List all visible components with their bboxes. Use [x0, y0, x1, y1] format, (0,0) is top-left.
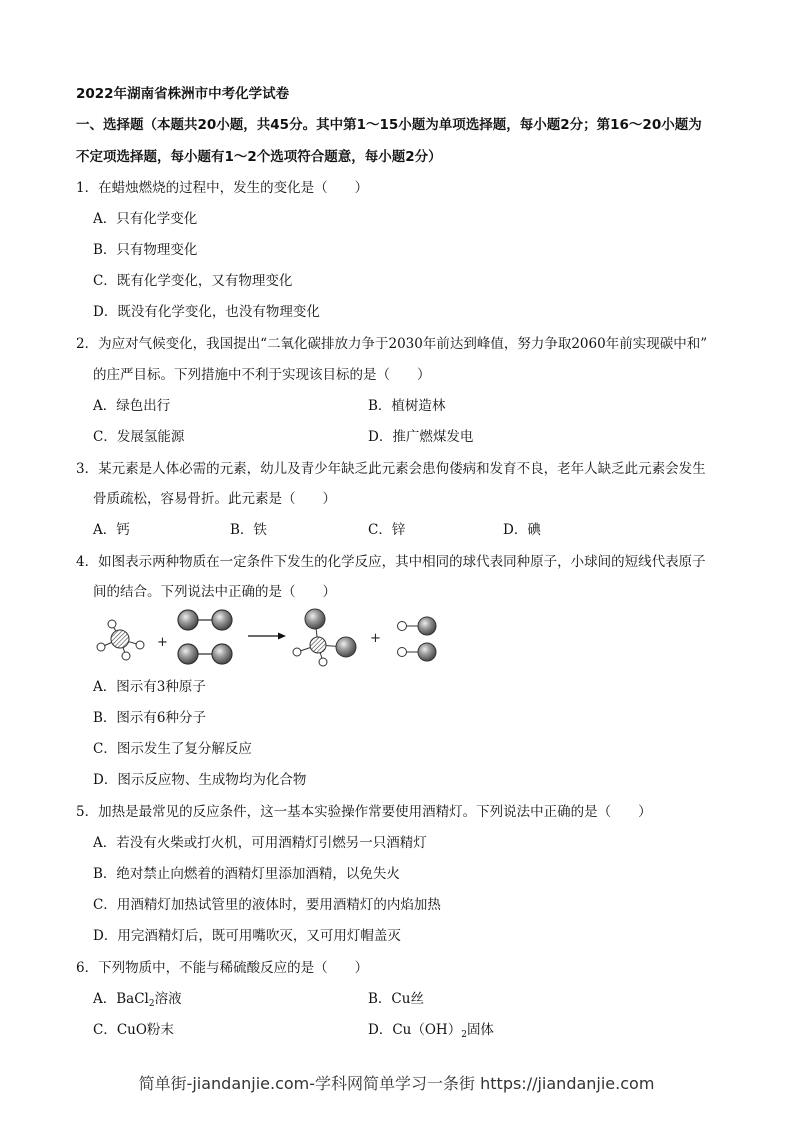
plus-sign-1: +	[157, 635, 168, 650]
q6-option-a	[93, 990, 182, 1008]
section-heading-line1: 一、选择题（本题共20小题，共45分。其中第1～15小题为单项选择题，每小题2分；第16～20小题为	[76, 117, 702, 133]
footer-watermark: 简单街-jiandanjie.com-学科网简单学习一条街 https://jiandanjie.com	[138, 1074, 655, 1093]
q3-stem-line2: 骨质疏松，容易骨折。此元素是（ ）	[93, 491, 336, 507]
q6-option-c: C．CuO粉末	[93, 1022, 174, 1038]
q6-option-a-subscript: 2	[148, 999, 155, 1009]
q4-option-a: A．图示有3种原子	[93, 679, 206, 695]
q1-stem: 1．在蜡烛燃烧的过程中，发生的变化是（ ）	[76, 180, 369, 196]
reactant-molecule-1	[97, 620, 144, 660]
product-molecule-2	[398, 617, 437, 661]
q5-stem: 5．加热是最常见的反应条件，这一基本实验操作常要使用酒精灯。下列说法中正确的是（ ）	[76, 804, 652, 820]
q4-stem-line1: 4．如图表示两种物质在一定条件下发生的化学反应，其中相同的球代表同种原子，小球间的短线代表原子	[76, 554, 706, 570]
q6-option-d-text: D．Cu（OH）	[368, 1022, 462, 1038]
q5-option-c: C．用酒精灯加热试管里的液体时，要用酒精灯的内焰加热	[93, 897, 441, 913]
q2-option-d: D．推广燃煤发电	[368, 429, 474, 445]
page-title: 2022年湖南省株洲市中考化学试卷	[76, 86, 290, 102]
q3-option-a: A．钙	[93, 522, 130, 538]
q2-option-b: B．植树造林	[368, 398, 446, 414]
q3-option-d: D．碘	[503, 522, 541, 538]
q2-option-c: C．发展氢能源	[93, 429, 185, 445]
q6-stem: 6．下列物质中，不能与稀硫酸反应的是（ ）	[76, 960, 369, 976]
q6-option-b: B．Cu丝	[368, 991, 424, 1007]
q1-option-d: D．既没有化学变化，也没有物理变化	[93, 304, 320, 320]
q5-option-d: D．用完酒精灯后，既可用嘴吹灭，又可用灯帽盖灭	[93, 928, 401, 944]
q6-option-d-subscript: 2	[461, 1030, 467, 1040]
q2-stem-line2: 的庄严目标。下列措施中不利于实现该目标的是（ ）	[93, 367, 431, 383]
q6-option-d	[368, 1021, 494, 1039]
q2-option-a: A．绿色出行	[93, 398, 171, 414]
product-molecule-1	[293, 609, 356, 666]
reaction-diagram	[0, 604, 793, 674]
q1-option-c: C．既有化学变化，又有物理变化	[93, 273, 293, 289]
q1-option-b: B．只有物理变化	[93, 242, 198, 258]
q4-option-d: D．图示反应物、生成物均为化合物	[93, 772, 307, 788]
q4-option-c: C．图示发生了复分解反应	[93, 741, 252, 757]
q6-option-a-text: A．BaCl	[93, 991, 149, 1007]
q6-option-d-suffix: 固体	[466, 1022, 494, 1038]
reactant-molecule-2	[178, 610, 232, 664]
q3-option-b: B．铁	[230, 522, 267, 538]
q1-option-a: A．只有化学变化	[93, 211, 198, 227]
q3-option-c: C．锌	[368, 522, 406, 538]
q3-stem-line1: 3．某元素是人体必需的元素，幼儿及青少年缺乏此元素会患佝偻病和发育不良，老年人缺乏此元素会发生	[76, 461, 706, 477]
q4-stem-line2: 间的结合。下列说法中正确的是（ ）	[93, 584, 336, 600]
plus-sign-2: +	[370, 631, 381, 646]
reaction-arrow	[248, 633, 286, 640]
q2-stem-line1: 2．为应对气候变化，我国提出“二氧化碳排放力争于2030年前达到峰值，努力争取2060年前实现碳中和”	[76, 336, 708, 352]
q5-option-b: B．绝对禁止向燃着的酒精灯里添加酒精，以免失火	[93, 866, 400, 882]
q5-option-a: A．若没有火柴或打火机，可用酒精灯引燃另一只酒精灯	[93, 835, 427, 851]
q6-option-a-suffix: 溶液	[154, 991, 182, 1007]
section-heading-line2: 不定项选择题，每小题有1～2个选项符合题意，每小题2分）	[76, 149, 442, 165]
q4-option-b: B．图示有6种分子	[93, 710, 207, 726]
